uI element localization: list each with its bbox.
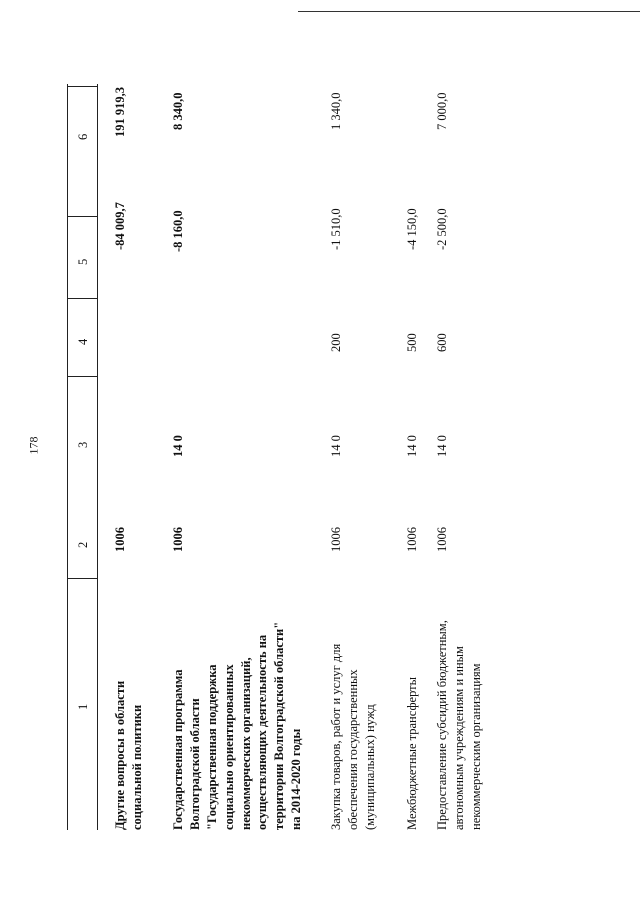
- row-5-col5: -2 500,0: [435, 208, 449, 250]
- header-col-3: 3: [76, 441, 90, 448]
- row-5-col4: 600: [435, 333, 449, 352]
- row-1-name: Другие вопросы в области социальной политики: [113, 680, 144, 830]
- row-4-name: Межбюджетные трансферты: [405, 676, 419, 830]
- row-3-col6: 1 340,0: [329, 92, 343, 130]
- row-4-col5: -4 150,0: [405, 208, 419, 250]
- row-1-col6: 191 919,3: [113, 87, 127, 137]
- row-3-name: Закупка товаров, работ и услуг для обеспечения государственных (муниципальных) нужд: [329, 643, 377, 830]
- row-3-code: 1006: [329, 527, 343, 552]
- row-5-code: 1006: [435, 527, 449, 552]
- header-col-6: 6: [76, 133, 90, 140]
- table-rule-outer-left: [67, 84, 68, 830]
- row-2-col5: -8 160,0: [171, 210, 185, 252]
- row-5-col3: 14 0: [435, 435, 449, 457]
- table-rule-header-end: [97, 84, 98, 830]
- row-1-col5: -84 009,7: [113, 202, 127, 250]
- header-col-1: 1: [76, 703, 90, 710]
- row-1-code: 1006: [113, 527, 127, 552]
- header-sep-2: [67, 376, 97, 377]
- header-sep-3: [67, 298, 97, 299]
- header-sep-4: [67, 216, 97, 217]
- row-2-code: 1006: [171, 527, 185, 552]
- header-col-2: 2: [76, 541, 90, 548]
- row-4-code: 1006: [405, 527, 419, 552]
- row-3-col5: -1 510,0: [329, 208, 343, 250]
- row-5-col6: 7 000,0: [435, 92, 449, 130]
- row-2-name: Государственная программа Волгоградской области "Государственная поддержка социально ориентированных некоммерческих организаций, осуществляющих деятельность на территории Волгоградской области" на 2014-2020 годы: [171, 621, 304, 830]
- header-sep-5: [67, 86, 97, 87]
- row-4-col3: 14 0: [405, 435, 419, 457]
- row-3-col4: 200: [329, 333, 343, 352]
- header-col-4: 4: [76, 338, 90, 345]
- row-2-col6: 8 340,0: [171, 92, 185, 130]
- row-3-col3: 14 0: [329, 435, 343, 457]
- row-5-name: Предоставление субсидий бюджетным, автономным учреждениям и иным некоммерческим организациям: [435, 620, 483, 830]
- header-sep-1: [67, 578, 97, 579]
- page-number: 178: [26, 436, 41, 455]
- row-2-col3: 14 0: [171, 435, 185, 457]
- row-4-col4: 500: [405, 333, 419, 352]
- header-col-5: 5: [76, 258, 90, 265]
